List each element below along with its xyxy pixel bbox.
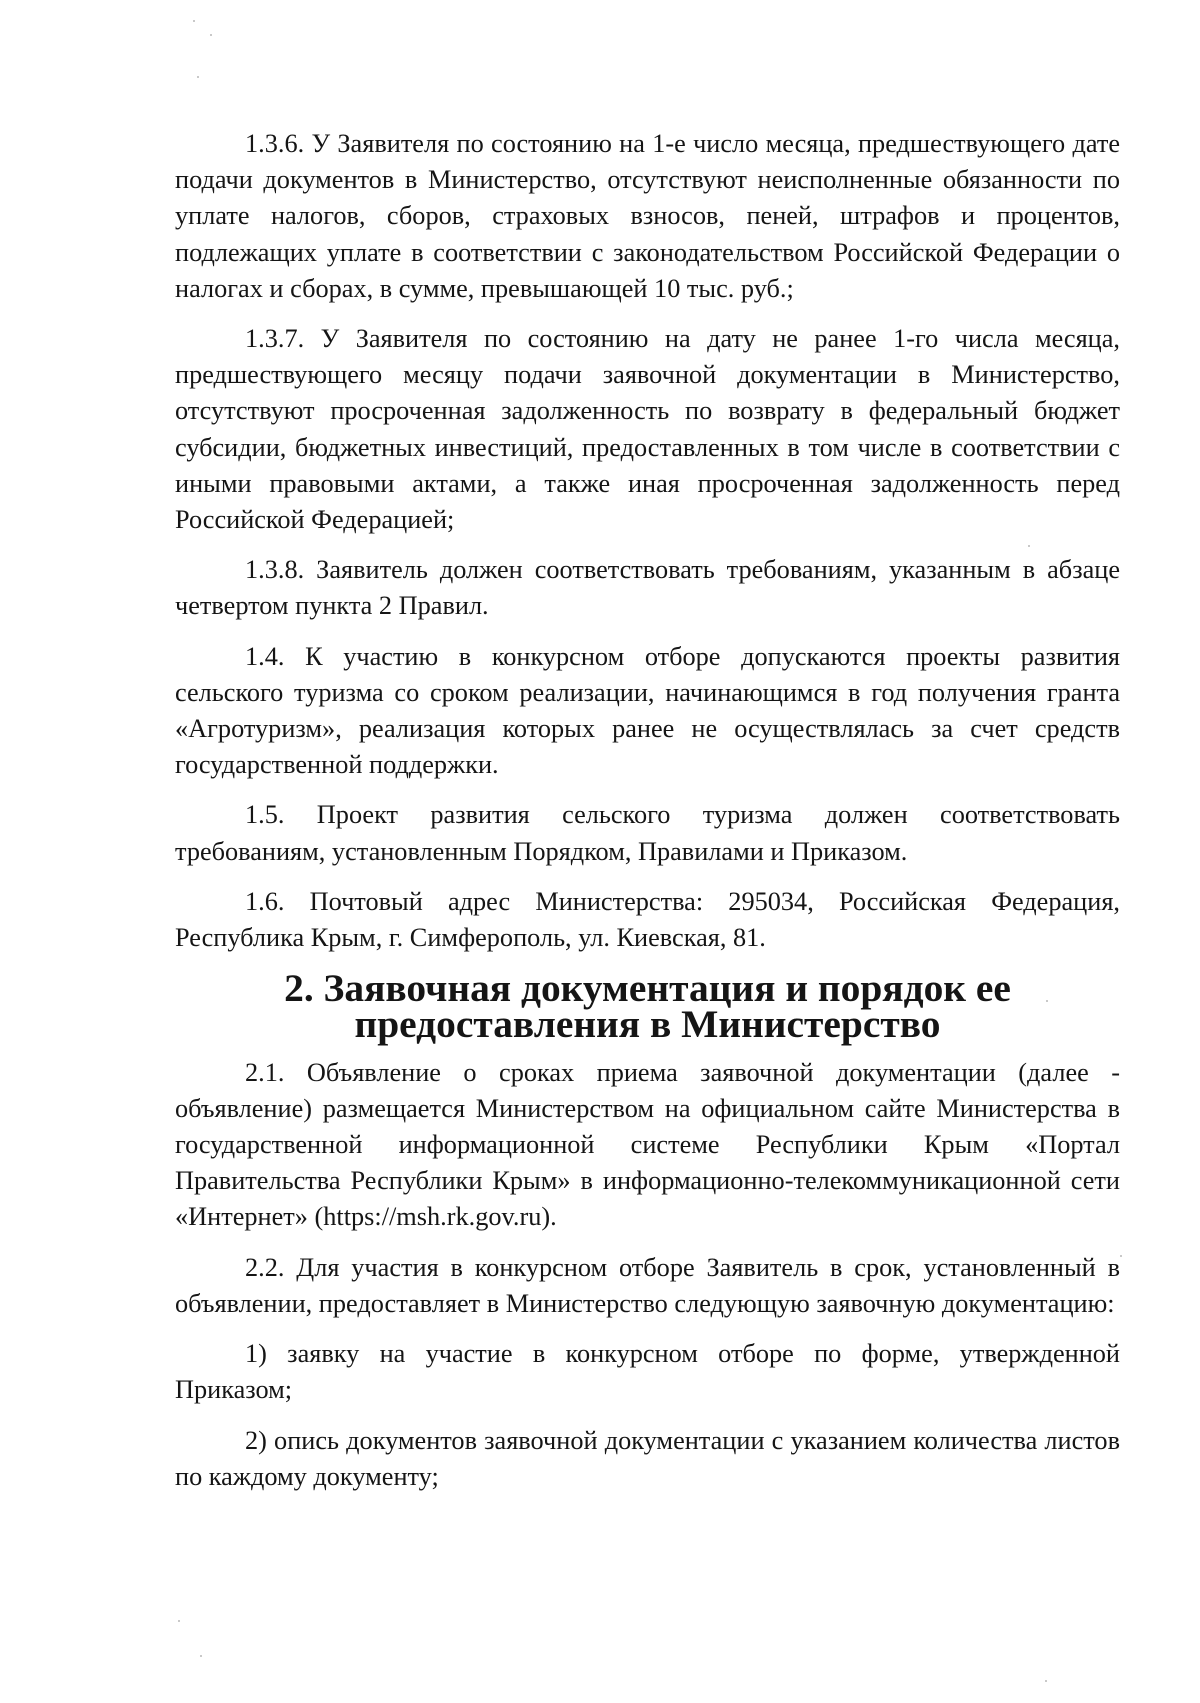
scan-speck bbox=[1120, 1255, 1122, 1257]
clause-1-6: 1.6. Почтовый адрес Министерства: 295034, Российская Федерация, Республика Крым, г. Симферополь, ул. Киевская, 81. bbox=[175, 886, 1120, 953]
scan-speck bbox=[193, 20, 195, 22]
document-body bbox=[175, 126, 1120, 1509]
scan-speck bbox=[1045, 1680, 1047, 1682]
scan-speck bbox=[200, 1655, 202, 1657]
clause-2-1: 2.1. Объявление о сроках приема заявочной документации (далее - объявление) размещается Министерством на официальном сайте Министерства в государственной информационной системе Республики Крым «Портал Правительства Республики Крым» в информационно-телекоммуникационной сети «Интернет» (https://msh.rk.gov.ru). bbox=[175, 1057, 1120, 1232]
list-item-2-2-1: 1) заявку на участие в конкурсном отборе по форме, утвержденной Приказом; bbox=[175, 1339, 1120, 1405]
clause-2-2: 2.2. Для участия в конкурсном отборе Заявитель в срок, установленный в объявлении, предоставляет в Министерство следующую заявочную документацию: bbox=[175, 1252, 1120, 1318]
list-item-2-2-2: 2) опись документов заявочной документации с указанием количества листов по каждому документу; bbox=[175, 1425, 1120, 1491]
scan-speck bbox=[210, 34, 212, 36]
scan-speck bbox=[178, 1620, 180, 1622]
clause-1-3-7: 1.3.7. У Заявителя по состоянию на дату не ранее 1-го числа месяца, предшествующего месяцу подачи заявочной документации в Министерство, отсутствуют просроченная задолженность по возврату в федеральный бюджет субсидии, бюджетных инвестиций, предоставленных в том числе в соответствии с иными правовыми актами, а также иная просроченная задолженность перед Российской Федерацией; bbox=[175, 324, 1120, 535]
clause-1-4: 1.4. К участию в конкурсном отборе допускаются проекты развития сельского туризма со сроком реализации, начинающимся в год получения гранта «Агротуризм», реализация которых ранее не осуществлялась за счет средств государственной поддержки. bbox=[175, 641, 1120, 780]
clause-1-5: 1.5. Проект развития сельского туризма должен соответствовать требованиям, установленным Порядком, Правилами и Приказом. bbox=[175, 800, 1120, 866]
clause-1-3-8: 1.3.8. Заявитель должен соответствовать требованиям, указанным в абзаце четвертом пункта 2 Правил. bbox=[175, 555, 1120, 621]
section-2-heading: 2. Заявочная документация и порядок ее предоставления в Министерство bbox=[284, 966, 1011, 1047]
scan-speck bbox=[197, 76, 199, 78]
clause-1-3-6: 1.3.6. У Заявителя по состоянию на 1-е число месяца, предшествующего дате подачи документов в Министерство, отсутствуют неисполненные обязанности по уплате налогов, сборов, страховых взносов, пеней, штрафов и процентов, подлежащих уплате в соответствии с законодательством Российской Федерации о налогах и сборах, в сумме, превышающей 10 тыс. руб.; bbox=[175, 129, 1120, 303]
